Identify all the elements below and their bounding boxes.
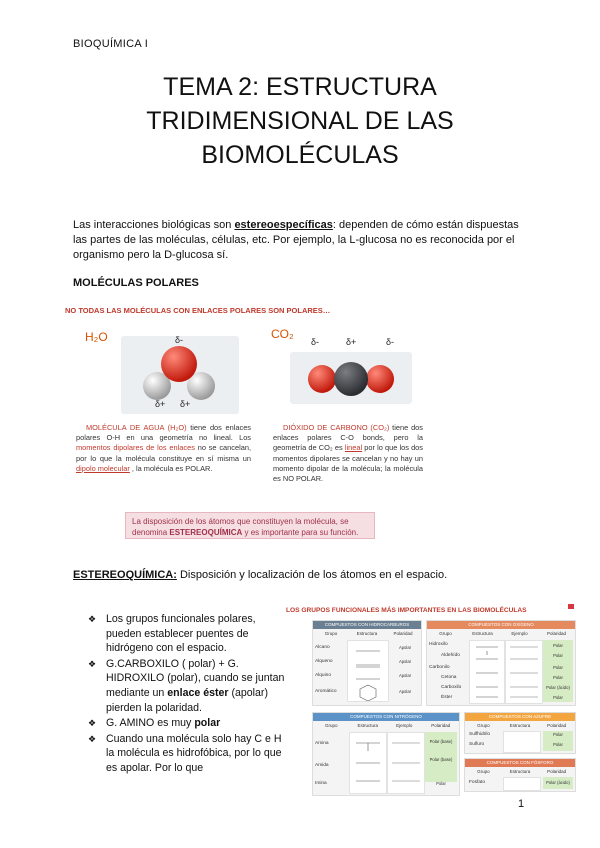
title-line-3: BIOMOLÉCULAS: [201, 141, 399, 169]
structure-cell: [469, 640, 505, 704]
polarity-cell: Polar (base): [429, 739, 453, 744]
column-header: Grupo: [324, 631, 338, 636]
water-caption: [76, 423, 251, 474]
polarity-cell: Apolar: [398, 659, 412, 664]
co2-delta-minus-2: δ-: [386, 337, 395, 347]
row-label: Carbonilo: [429, 665, 450, 670]
table-title: COMPUESTOS CON NITRÓGENO: [313, 713, 459, 721]
list-item: [88, 716, 288, 731]
hydrocarbons-table: [312, 620, 422, 706]
structure-drawing: [350, 733, 386, 793]
note-keyword: ESTEREOQUÍMICA: [169, 528, 243, 537]
co2-delta-plus: δ+: [346, 337, 357, 347]
column-header: Grupo: [439, 631, 452, 636]
table-title: COMPUESTOS CON AZUFRE: [465, 713, 575, 721]
row-label: Éster: [441, 695, 453, 700]
polarity-cell: Apolar: [398, 689, 412, 694]
polarity-cell: Polar: [436, 781, 446, 786]
document-header: BIOQUÍMICA I: [73, 38, 149, 50]
example-cell: [387, 732, 425, 794]
water-caption-dipolo: dipolo molecular: [76, 463, 130, 473]
polarity-column: [543, 640, 573, 702]
water-caption-title: MOLÉCULA DE AGUA (H₂O): [86, 423, 187, 432]
estereoquimica-label: ESTEREOQUÍMICA:: [73, 569, 177, 581]
functional-groups-heading: LOS GRUPOS FUNCIONALES MÁS IMPORTANTES EN LAS BIOMOLÉCULAS: [286, 607, 527, 614]
co2-molecule-image: [290, 352, 412, 404]
column-header: Estructura: [356, 631, 378, 636]
water-delta-plus-2: δ+: [180, 399, 191, 409]
structure-cell: [347, 640, 389, 702]
water-delta-plus-1: δ+: [155, 399, 166, 409]
row-label: Amina: [315, 741, 329, 746]
polarity-cell: Polar: [553, 675, 563, 680]
water-caption-highlight: momentos dipolares de los enlaces: [76, 443, 195, 453]
list-item: [88, 732, 288, 776]
column-header: Ejemplo: [396, 723, 413, 728]
column-header: Estructura: [357, 723, 378, 728]
title-line-2: TRIDIMENSIONAL DE LAS: [146, 107, 454, 135]
example-drawing: [506, 641, 542, 703]
column-header: Estructura: [509, 723, 531, 728]
column-header: Polaridad: [431, 723, 451, 728]
water-delta-minus: δ-: [175, 335, 184, 345]
column-header: Polaridad: [547, 769, 567, 774]
bullet-text-end: (apolar) pierden la polaridad.: [106, 686, 268, 714]
flag-icon: [568, 604, 574, 609]
carbon-atom: [334, 362, 368, 396]
co2-molecule-model: [290, 352, 412, 404]
oxygen-atom: [161, 346, 197, 382]
column-header: Estructura: [509, 769, 531, 774]
polarity-cell: Polar: [553, 643, 563, 648]
co2-caption-lineal: lineal: [344, 443, 363, 453]
column-header: Polaridad: [547, 723, 567, 728]
column-header: Grupo: [477, 723, 490, 728]
structure-cell: [503, 777, 541, 791]
bullet-bold-text: enlace éster: [167, 686, 229, 699]
page-title: [60, 70, 540, 172]
intro-text-end: : dependen de cómo están dispuestas las partes de las moléculas, células, etc. Por ejemplo, la L-glucosa no es reconocida por el organismo pero la D-glucosa sí.: [73, 219, 519, 261]
estereoquimica-text: Disposición y localización de los átomos en el espacio.: [176, 569, 448, 581]
row-label: Hidroxilo: [429, 642, 448, 647]
row-label: Aldehído: [441, 653, 460, 658]
title-line-1: TEMA 2: ESTRUCTURA: [163, 73, 437, 101]
example-drawing: [388, 733, 424, 793]
water-formula: H₂O: [85, 330, 108, 344]
row-label: Fosfato: [469, 780, 485, 785]
row-label: Sulfhidrilo: [469, 732, 491, 737]
co2-formula: CO₂: [271, 327, 294, 341]
functional-groups-figure: [286, 602, 576, 796]
note-text-2: y es importante para su función.: [242, 528, 359, 537]
bullet-diamond-icon: ❖: [88, 718, 97, 729]
sulfur-compounds-table: [464, 712, 576, 754]
co2-oxygen-right: [366, 365, 394, 393]
co2-caption-text-1: tiene dos enlaces polares C-O bonds, pero la geometría de CO₂ es: [273, 423, 423, 453]
structure-drawing: [470, 641, 504, 703]
polar-molecules-figure: [63, 300, 430, 543]
note-text-1: La disposición de los átomos que constituyen la molécula, se denomina: [132, 517, 349, 537]
bullet-diamond-icon: ❖: [88, 658, 97, 669]
row-label: Amida: [315, 763, 329, 768]
water-caption-text-1: tiene dos enlaces polares O-H en una geometría no lineal. Los: [76, 423, 252, 443]
bullet-bold-text: polar: [194, 717, 221, 730]
row-label: Aromático: [315, 689, 337, 694]
polarity-cell: Polar: [553, 665, 563, 670]
bullet-list: [88, 612, 288, 777]
nitrogen-compounds-table: [312, 712, 460, 796]
row-label: Carboxilo: [441, 685, 462, 690]
oxygen-compounds-table: [426, 620, 576, 706]
page-number: 1: [518, 798, 525, 810]
bullet-text: G.CARBOXILO ( polar) + G. HIDROXILO (polar), cuando se juntan mediante un: [106, 657, 285, 699]
table-title: COMPUESTOS CON FÓSFORO: [465, 759, 575, 767]
column-header: Polaridad: [546, 631, 566, 636]
co2-delta-minus-1: δ-: [311, 337, 320, 347]
row-label: Cetona: [441, 675, 457, 680]
figure-heading: NO TODAS LAS MOLÉCULAS CON ENLACES POLARES SON POLARES…: [65, 306, 331, 315]
bullet-diamond-icon: ❖: [88, 614, 97, 624]
column-header: Polaridad: [393, 631, 413, 636]
polarity-cell: Polar (ácido): [546, 685, 570, 690]
phosphorus-compounds-table: [464, 758, 576, 792]
polarity-cell: Polar: [553, 732, 563, 737]
co2-caption: [273, 423, 423, 484]
row-label: Imina: [315, 781, 327, 786]
bullet-diamond-icon: ❖: [88, 733, 97, 744]
intro-paragraph: [73, 218, 535, 263]
structure-cell: [503, 731, 541, 753]
polarity-cell: Polar (ácido): [546, 780, 570, 785]
co2-caption-text-2: por lo que los dos momentos dipolares se cancelan y no hay un momento dipolar de la molécula; la molécula es NO POLAR.: [273, 443, 423, 484]
row-label: Sulfuro: [469, 742, 485, 747]
polarity-cell: Apolar: [398, 645, 412, 650]
column-header: Grupo: [477, 769, 490, 774]
table-title: COMPUESTOS CON HIDROCARBUROS: [313, 621, 421, 629]
example-cell: [505, 640, 543, 704]
estereoquimica-definition: [73, 569, 447, 581]
table-title: COMPUESTOS CON OXÍGENO: [427, 621, 575, 629]
column-header: Grupo: [324, 723, 338, 728]
intro-keyword: estereoespecíficas: [234, 219, 333, 231]
co2-oxygen-left: [308, 365, 336, 393]
polarity-cell: Polar: [553, 742, 563, 747]
list-item: [88, 612, 288, 656]
polarity-cell: Apolar: [398, 673, 412, 678]
water-caption-text-2: no se cancelan, por lo que la molécula constituye en sí misma un: [76, 443, 251, 463]
polarity-cell: Polar: [553, 695, 563, 700]
polarity-cell: Polar (base): [429, 757, 453, 762]
co2-caption-title: DIÓXIDO DE CARBONO (CO₂): [283, 423, 390, 432]
bullet-text: Los grupos funcionales polares, pueden establecer puentes de hidrógeno con el espacio.: [106, 613, 256, 655]
water-caption-text-3: , la molécula es POLAR.: [129, 463, 213, 473]
row-label: Alquino: [315, 673, 332, 678]
column-header: Estructura: [472, 631, 493, 636]
polarity-cell: Polar: [553, 653, 563, 658]
bullet-text: Cuando una molécula solo hay C e H la molécula es hidrofóbica, por lo que es apolar. Por lo que: [106, 732, 282, 774]
section-heading-polares: MOLÉCULAS POLARES: [73, 277, 199, 289]
stereochemistry-note: [125, 512, 375, 539]
bullet-text: G. AMINO es muy: [106, 717, 195, 730]
list-item: [88, 657, 288, 715]
column-header: Ejemplo: [511, 631, 528, 636]
row-label: Alqueno: [315, 659, 333, 664]
structure-cell: [349, 732, 387, 794]
structure-drawing: [348, 641, 388, 701]
row-label: Alcano: [315, 645, 330, 650]
intro-text-start: Las interacciones biológicas son: [73, 219, 235, 231]
